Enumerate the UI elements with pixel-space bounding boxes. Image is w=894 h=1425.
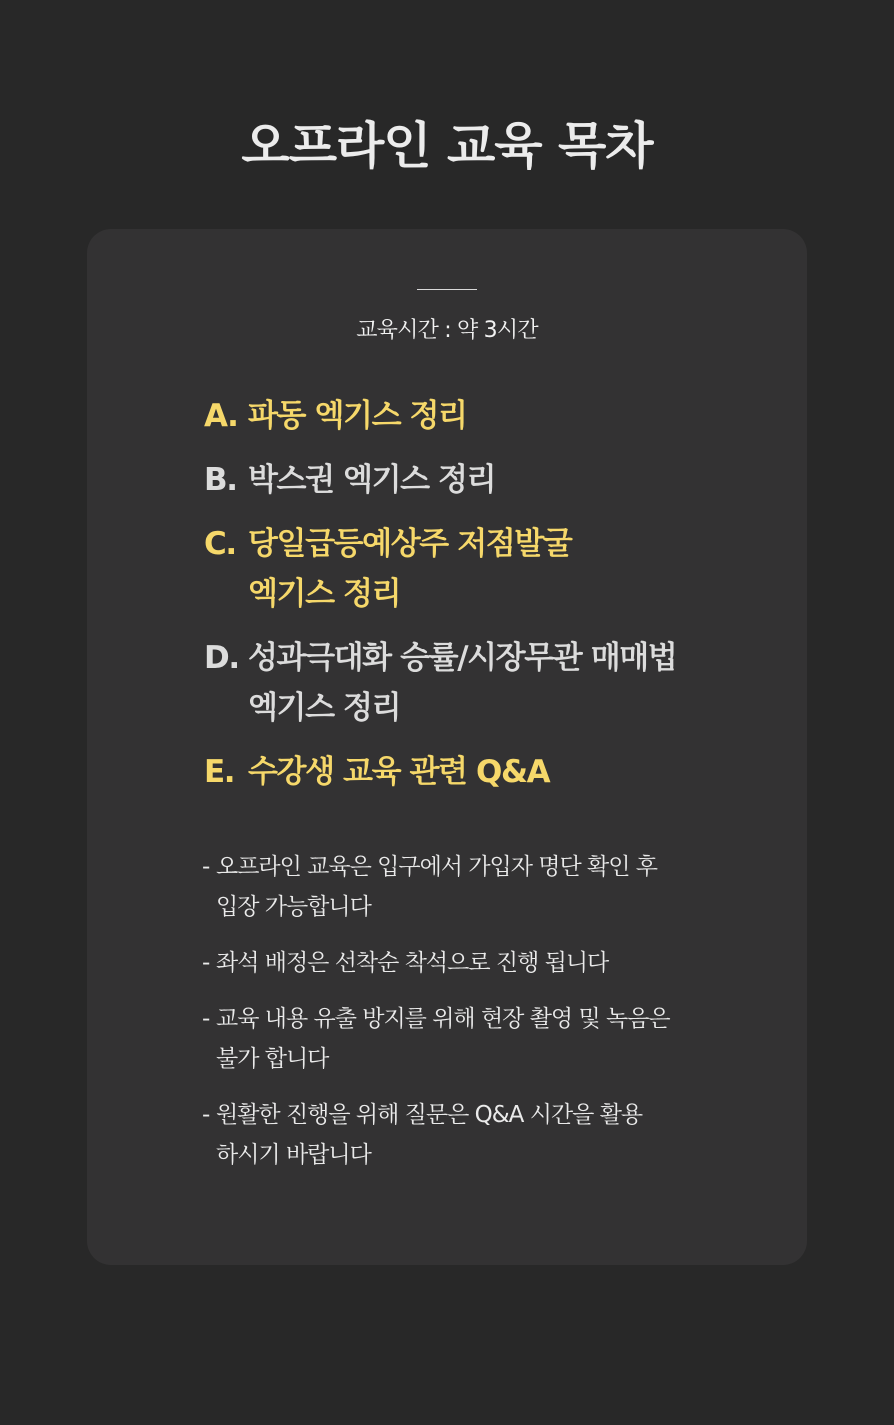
notice-dash: -	[202, 1102, 210, 1128]
toc-item-text: 수강생 교육 관련 Q&A	[248, 754, 550, 790]
curriculum-card	[87, 229, 807, 1265]
notice-text: 원활한 진행을 위해 질문은 Q&A 시간을 활용	[216, 1102, 643, 1128]
notice-text: 좌석 배정은 선착순 착석으로 진행 됩니다	[216, 950, 609, 976]
notice-item	[202, 943, 782, 983]
notice-body	[216, 943, 608, 983]
toc-item-c	[204, 519, 784, 619]
notice-text: 오프라인 교육은 입구에서 가입자 명단 확인 후	[216, 854, 658, 880]
notice-text: 교육 내용 유출 방지를 위해 현장 촬영 및 녹음은	[216, 1006, 670, 1032]
notice-list	[202, 847, 782, 1191]
toc-item-body	[248, 519, 571, 619]
notice-item	[202, 1095, 782, 1175]
toc-item-text-continued: 엑기스 정리	[248, 690, 401, 726]
toc-item-letter: D.	[204, 640, 239, 676]
notice-body	[216, 999, 670, 1079]
toc-item-letter: A.	[204, 398, 238, 434]
toc-item-body	[248, 633, 676, 733]
toc-item-letter: C.	[204, 526, 236, 562]
toc-item-text-continued: 엑기스 정리	[248, 576, 401, 612]
toc-item-e	[204, 747, 784, 797]
notice-item	[202, 847, 782, 927]
toc-list	[204, 391, 784, 811]
toc-item-body	[248, 747, 549, 797]
toc-item-d	[204, 633, 784, 733]
notice-text-continued: 입장 가능합니다	[216, 894, 371, 920]
toc-item-text: 파동 엑기스 정리	[248, 398, 467, 434]
toc-item-text: 당일급등예상주 저점발굴	[248, 526, 572, 562]
notice-text-continued: 불가 합니다	[216, 1046, 329, 1072]
notice-dash: -	[202, 854, 210, 880]
toc-item-a	[204, 391, 784, 441]
toc-item-text: 성과극대화 승률/시장무관 매매법	[248, 640, 677, 676]
notice-dash: -	[202, 950, 210, 976]
divider-line	[417, 289, 477, 290]
toc-item-b	[204, 455, 784, 505]
education-duration: 교육시간 : 약 3시간	[356, 318, 538, 343]
notice-body	[216, 1095, 642, 1175]
toc-item-body	[248, 391, 467, 441]
notice-text-continued: 하시기 바랍니다	[216, 1142, 371, 1168]
toc-item-letter: E.	[204, 754, 235, 790]
toc-item-letter: B.	[204, 462, 237, 498]
page-title: 오프라인 교육 목차	[241, 117, 653, 175]
toc-item-body	[248, 455, 495, 505]
toc-item-text: 박스권 엑기스 정리	[248, 462, 496, 498]
notice-body	[216, 847, 657, 927]
notice-item	[202, 999, 782, 1079]
notice-dash: -	[202, 1006, 210, 1032]
